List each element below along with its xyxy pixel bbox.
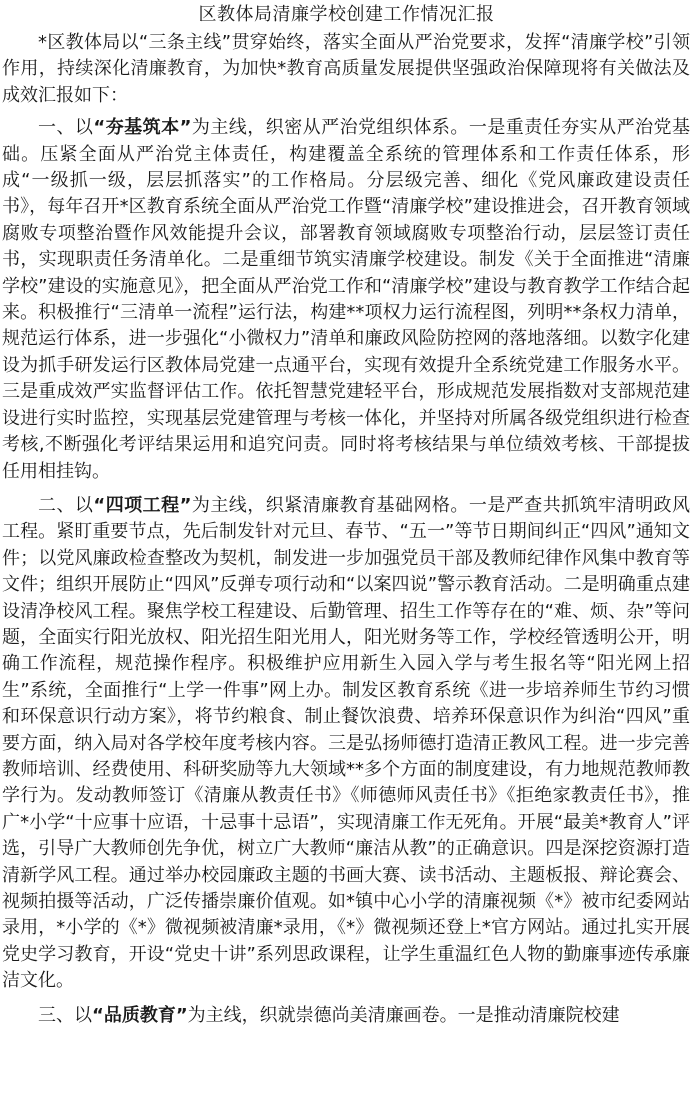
section-one-paragraph xyxy=(0,115,693,485)
document-title: 区教体局清廉学校创建工作情况汇报 xyxy=(198,4,495,25)
section-three-paragraph xyxy=(0,1003,693,1029)
section-two-keyword: “四项工程” xyxy=(93,494,192,516)
section-one-body: 为主线，织密从严治党组织体系。一是重责任夯实从严治党基础。压紧全面从严治党主体责任，构建覆盖全系统的管理体系和工作责任体系，形成“一级抓一级，层层抓落实”的工作格局。分层级完善、细化《党风廉政建设责任书》，每年召开*区教育系统全面从严治党工作暨“清廉学校”建设推进会，召开教育领域腐败专项整治暨作风效能提升会议，部署教育领域腐败专项整治行动，层层签订责任书，实现职责任务清单化。二是重细节筑实清廉学校建设。制发《关于全面推进“清廉学校”建设的实施意见》，把全面从严治党工作和“清廉学校”建设与教育教学工作结合起来。积极推行“三清单一流程”运行法，构建**项权力运行流程图，列明**条权力清单，规范运行体系，进一步强化“小微权力”清单和廉政风险防控网的落地落细。以数字化建设为抓手研发运行区教体局党建一点通平台，实现有效提升全系统党建工作服务水平。三是重成效严实监督评估工作。依托智慧党建轻平台，形成规范发展指数对支部规范建设进行实时监控，实现基层党建管理与考核一体化，并坚持对所属各级党组织进行检查考核,不断强化考评结果运用和追究问责。同时将考核结果与单位绩效考核、干部提拔任用相挂钩。 xyxy=(2,117,690,482)
section-one-lead: 一、以 xyxy=(38,117,94,139)
section-two-paragraph xyxy=(0,493,693,995)
section-three-lead: 三、以 xyxy=(38,1004,92,1026)
section-two-lead: 二、以 xyxy=(38,494,94,516)
section-one-keyword: “夯基筑本” xyxy=(93,117,192,139)
section-two-body: 为主线，织紧清廉教育基础网格。一是严查共抓筑牢清明政风工程。紧盯重要节点，先后制发针对元旦、春节、“五一”等节日期间纠正“四风”通知文件；以党风廉政检查整改为契机，制发进一步加强党员干部及教师纪律作风集中教育等文件；组织开展防止“四风”反弹专项行动和“以案四说”警示教育活动。二是明确重点建设清净校风工程。聚焦学校工程建设、后勤管理、招生工作等存在的“难、烦、杂”等问题，全面实行阳光放权、阳光招生阳光用人，阳光财务等工作，学校经管透明公开，明确工作流程，规范操作程序。积极维护应用新生入园入学与考生报名等“阳光网上招生”系统，全面推行“上学一件事”网上办。制发区教育系统《进一步培养师生节约习惯和环保意识行动方案》，将节约粮食、制止餐饮浪费、培养环保意识作为纠治“四风”重要方面，纳入局对各学校年度考核内容。三是弘扬师德打造清正教风工程。进一步完善教师培训、经费使用、科研奖励等九大领域**多个方面的制度建设，有力地规范教师教学行为。发动教师签订《清廉从教责任书》《师德师风责任书》《拒绝家教责任书》，推广*小学“十应事十应语，十忌事十忌语”，实现清廉工作无死角。开展“最美*教育人”评选，引导广大教师创先争优，树立广大教师“廉洁从教”的正确意识。四是深挖资源打造清新学风工程。通过举办校园廉政主题的书画大赛、读书活动、主题板报、辩论赛会、视频拍摄等活动，广泛传播崇廉价值观。如*镇中心小学的清廉视频《*》被市纪委网站录用，*小学的《*》微视频被清廉*录用，《*》微视频还登上*官方网站。通过扎实开展党史学习教育，开设“党史十讲”系列思政课程，让学生重温红色人物的勤廉事迹传承廉洁文化。 xyxy=(2,494,690,992)
intro-paragraph: *区教体局以“三条主线”贯穿始终，落实全面从严治党要求，发挥“清廉学校”引领作用，持续深化清廉教育，为加快*教育高质量发展提供坚强政治保障现将有关做法及成效汇报如下： xyxy=(2,32,690,106)
section-three-body: 为主线，织就崇德尚美清廉画卷。一是推动清廉院校建 xyxy=(187,1004,620,1026)
section-three-keyword: “品质教育” xyxy=(92,1004,188,1026)
